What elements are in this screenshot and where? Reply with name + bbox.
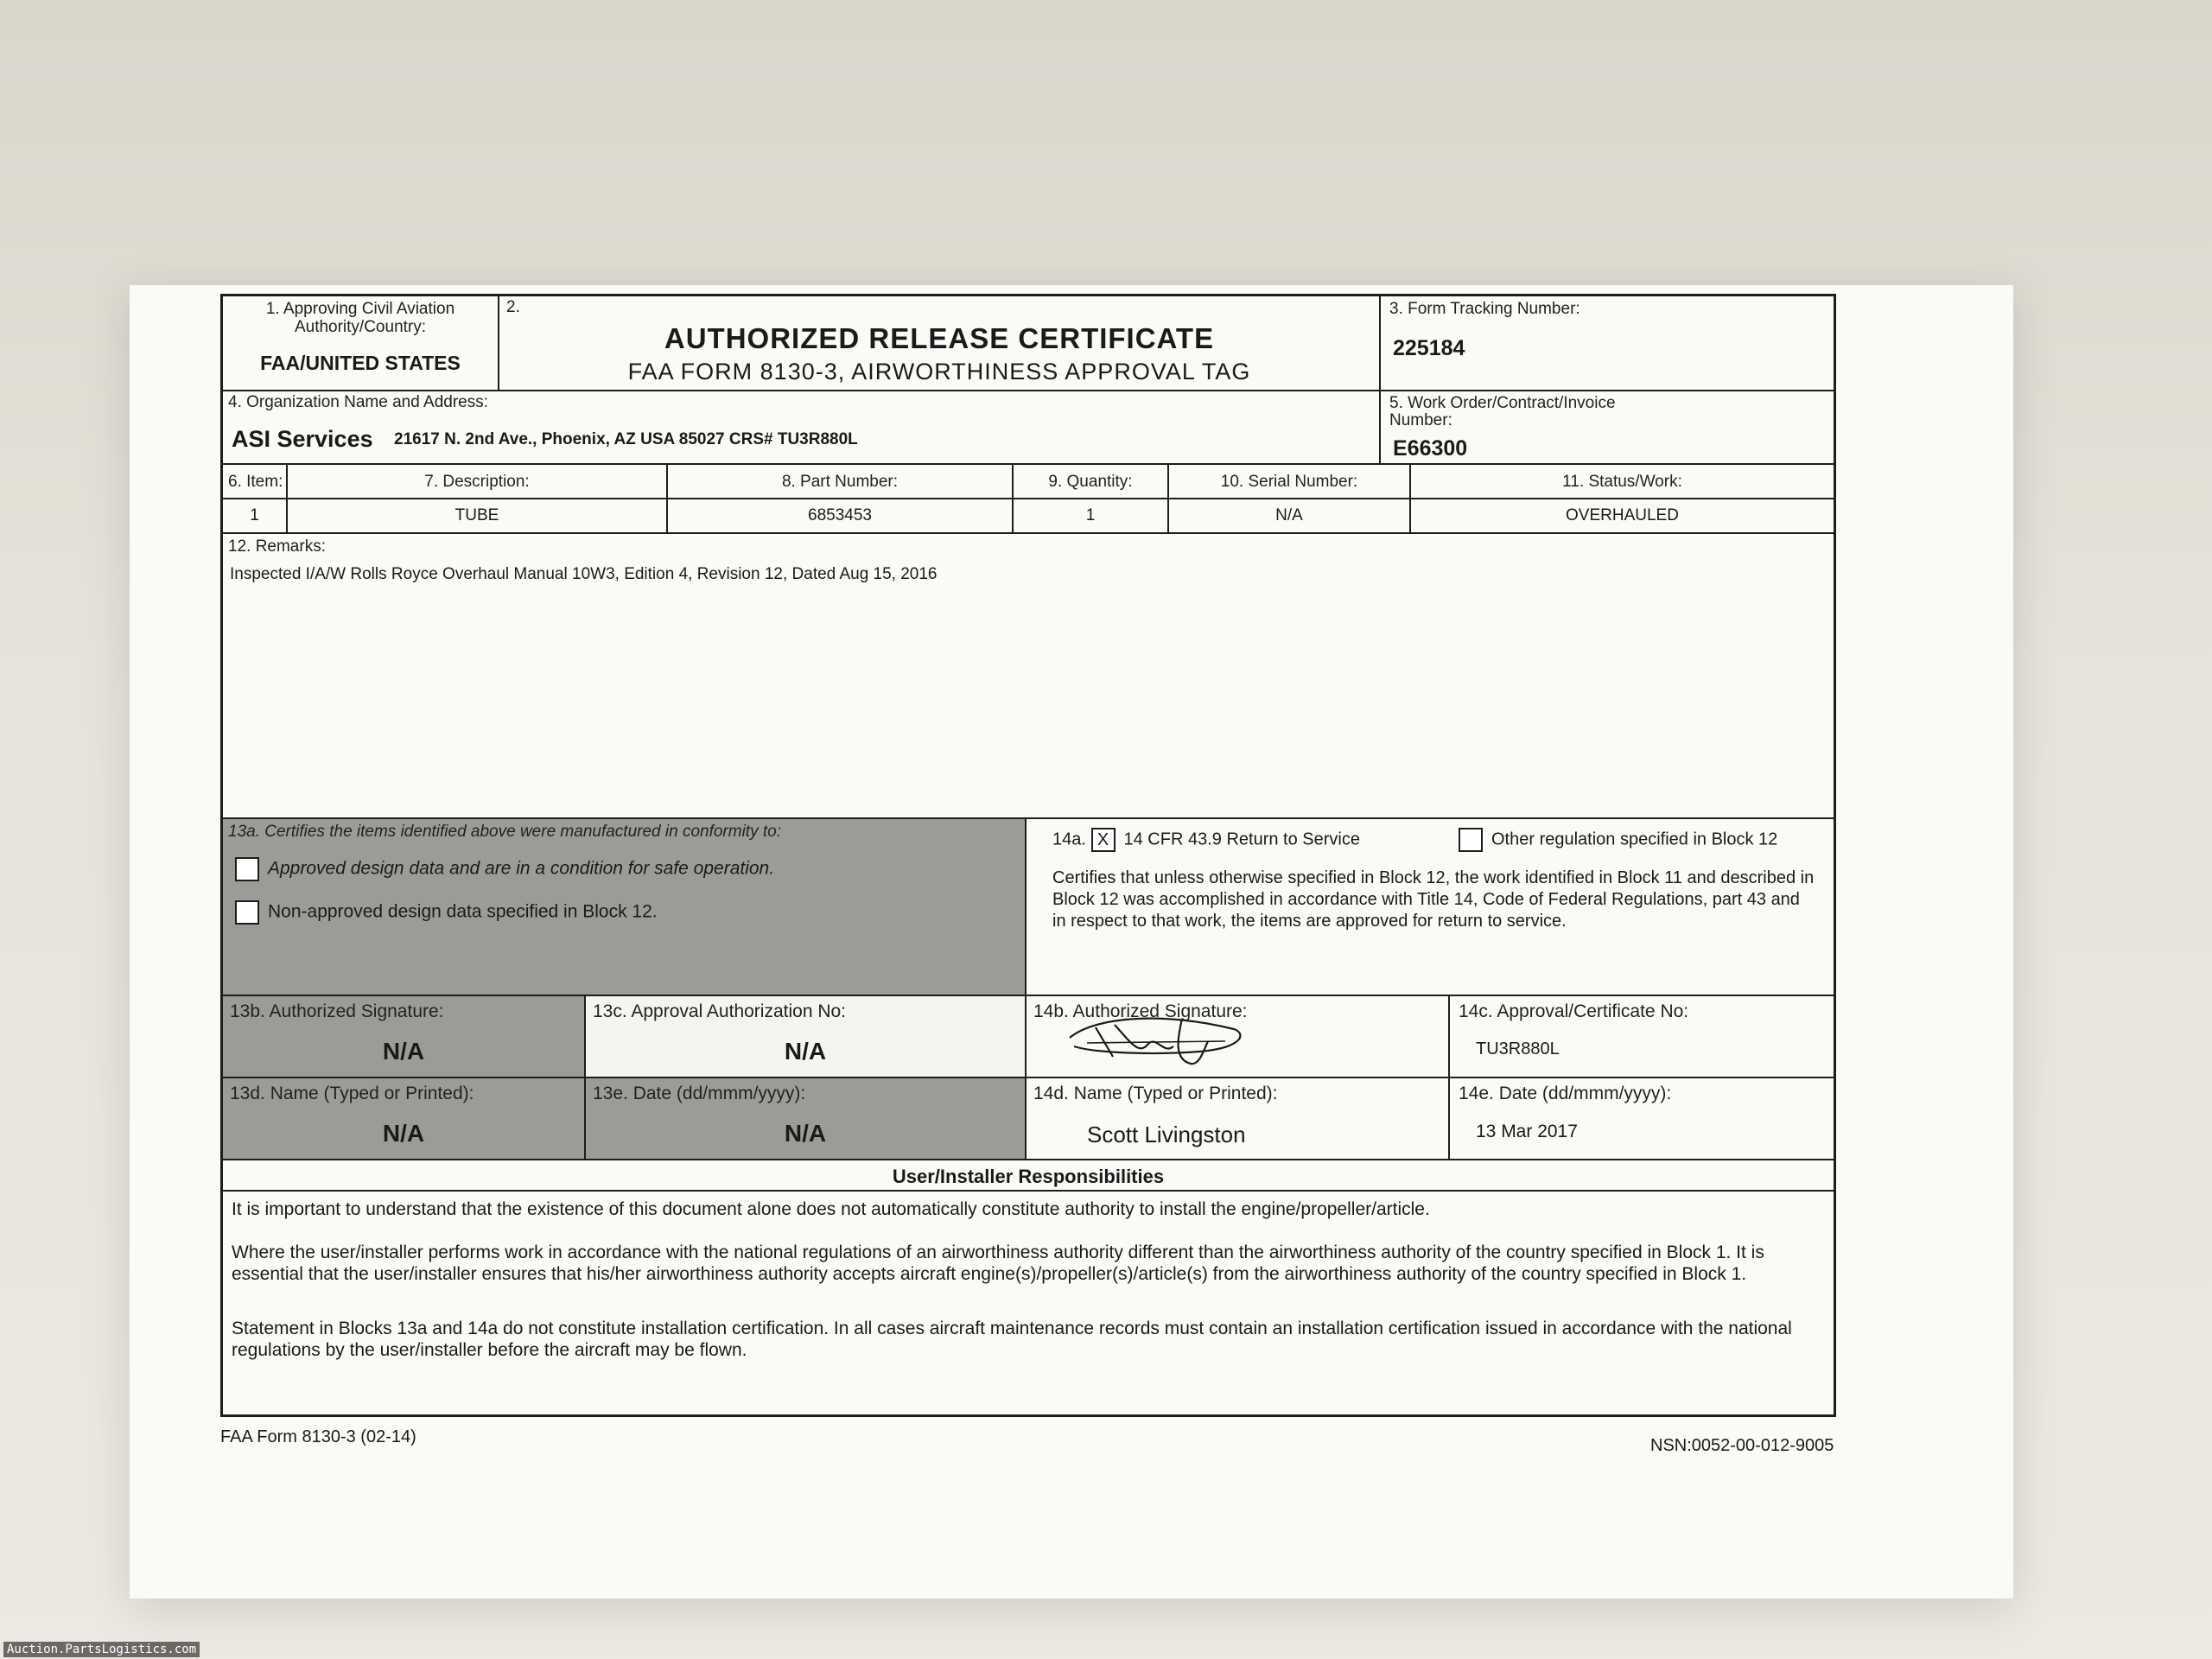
item-header-row [223,465,1834,499]
site-watermark: Auction.PartsLogistics.com [3,1642,200,1657]
handwritten-signature [1061,1003,1260,1072]
option-approved-design [235,857,774,881]
quantity-col-header [1014,465,1169,498]
item-value: 1 [250,506,259,524]
block-13e-label: 13e. Date (dd/mmm/yyyy): [593,1084,806,1103]
block-13b-label: 13b. Authorized Signature: [230,1001,444,1021]
status-value: OVERHAULED [1566,506,1679,524]
certificate-form [220,294,1836,1417]
responsibilities-header-row [223,1160,1834,1192]
block-14a-label: 14a. [1052,830,1086,849]
return-to-service-text: 14 CFR 43.9 Return to Service [1123,830,1360,849]
certificate-number-value: TU3R880L [1476,1039,1560,1058]
item-col-label: 6. Item: [228,473,283,491]
item-row [223,499,1834,534]
part-number-cell [668,499,1014,532]
organization-address: 21617 N. 2nd Ave., Phoenix, AZ USA 85027 CRS# TU3R880L [394,430,858,448]
description-value: TUBE [454,506,499,524]
responsibility-paragraph-3: Statement in Blocks 13a and 14a do not constitute installation certification. In all cases aircraft maintenance records must contain an installation certification issued in accordance with the national regulations by the user/installer before the aircraft may be flown. [232,1319,1792,1360]
other-regulation-option [1459,828,1777,852]
approved-design-text: Approved design data and are in a condition for safe operation. [268,858,775,879]
remarks-text: Inspected I/A/W Rolls Royce Overhaul Manual 10W3, Edition 4, Revision 12, Dated Aug 15, 2016 [230,565,938,583]
quantity-value: 1 [1085,506,1096,524]
block-14c-label: 14c. Approval/Certificate No: [1459,1001,1689,1021]
block-14b-label: 14b. Authorized Signature: [1033,1001,1248,1021]
block-14a [1027,819,1834,995]
block-13d [223,1078,586,1159]
description-col-header [288,465,668,498]
signed-date-value: 13 Mar 2017 [1476,1122,1578,1141]
serial-value: N/A [1275,506,1303,524]
block-14c [1450,996,1834,1077]
form-subtitle: FAA FORM 8130-3, AIRWORTHINESS APPROVAL TAG [627,359,1251,385]
status-col-label: 11. Status/Work: [1562,473,1682,491]
date-13e-value: N/A [784,1120,827,1147]
block-5 [1381,391,1834,463]
non-approved-design-checkbox[interactable] [235,900,259,925]
item-col-header [223,465,288,498]
responsibilities-title: User/Installer Responsibilities [892,1166,1165,1187]
non-approved-design-text: Non-approved design data specified in Block 12. [268,901,658,922]
responsibility-paragraph-1: It is important to understand that the existence of this document alone does not automatically constitute authority to install the engine/propeller/article. [232,1199,1430,1219]
serial-col-header [1169,465,1411,498]
approval-authorization-value: N/A [784,1038,827,1065]
block-13d-label: 13d. Name (Typed or Printed): [230,1084,474,1103]
block-4-label: 4. Organization Name and Address: [228,393,489,411]
part-number-value: 6853453 [808,506,872,524]
name-13d-value: N/A [382,1120,425,1147]
option-non-approved-design [235,900,658,925]
block-13c-label: 13c. Approval Authorization No: [593,1001,847,1021]
other-regulation-checkbox[interactable] [1459,828,1483,852]
quantity-col-label: 9. Quantity: [1048,473,1133,491]
serial-col-label: 10. Serial Number: [1220,473,1358,491]
block-14e-label: 14e. Date (dd/mmm/yyyy): [1459,1084,1672,1103]
form-number: FAA Form 8130-3 (02-14) [220,1427,416,1446]
signature-row [223,996,1834,1078]
block-14a-statement: Certifies that unless otherwise specified in Block 12, the work identified in Block 11 and described in Block 12 was accomplished in accordance with Title 14, Code of Federal Regulations, part 43 and in respect to that work, the items are approved for return to service. [1052,868,1815,931]
block-13c [586,996,1027,1077]
part-number-col-header [668,465,1014,498]
block-14d [1027,1078,1450,1159]
block-2 [499,296,1381,390]
block-1 [223,296,499,390]
block-3 [1381,296,1834,390]
quantity-cell [1014,499,1169,532]
block-2-label: 2. [506,298,520,316]
status-cell [1411,499,1834,532]
name-date-row [223,1078,1834,1160]
block-13e [586,1078,1027,1159]
status-col-header [1411,465,1834,498]
responsibility-paragraph-2: Where the user/installer performs work in accordance with the national regulations of an airworthiness authority different than the airworthiness authority of the country specified in Block 1. It is essential that the user/installer ensures that his/her airworthiness authority accepts aircraft engine(s)/propeller(s)/article(s) from the airworthiness authority of the country specified in Block 1. [232,1243,1764,1284]
return-to-service-checkbox[interactable]: X [1091,828,1116,852]
block-13a [223,819,1027,995]
block-14d-label: 14d. Name (Typed or Printed): [1033,1084,1278,1103]
remarks-row [223,534,1834,819]
authority-value: FAA/UNITED STATES [260,352,461,374]
responsibilities-body [223,1192,1834,1414]
block-1-label: 1. Approving Civil Aviation Authority/Country: [265,300,455,336]
block-14b [1027,996,1450,1077]
description-col-label: 7. Description: [424,473,530,491]
tracking-number: 225184 [1393,336,1465,360]
block-13a-label: 13a. Certifies the items identified above were manufactured in conformity to: [228,823,781,841]
part-number-col-label: 8. Part Number: [781,473,899,491]
other-regulation-text: Other regulation specified in Block 12 [1491,830,1778,849]
serial-cell [1169,499,1411,532]
block-13b [223,996,586,1077]
nsn-number: NSN:0052-00-012-9005 [1650,1436,1834,1455]
return-to-service-option [1052,828,1360,852]
work-order-number: E66300 [1393,436,1468,461]
item-cell [223,499,288,532]
organization-name: ASI Services [232,426,373,452]
organization-row [223,391,1834,465]
block-4 [223,391,1381,463]
header-row [223,296,1834,391]
block-12-label: 12. Remarks: [228,537,326,556]
description-cell [288,499,668,532]
signature-13b-value: N/A [382,1038,425,1065]
approved-design-checkbox[interactable] [235,857,259,881]
signer-name-value: Scott Livingston [1087,1122,1246,1147]
block-5-label: 5. Work Order/Contract/Invoice Number: [1389,394,1616,429]
block-14e [1450,1078,1834,1159]
certification-row [223,819,1834,996]
block-3-label: 3. Form Tracking Number: [1389,300,1580,318]
form-title: AUTHORIZED RELEASE CERTIFICATE [664,322,1215,354]
